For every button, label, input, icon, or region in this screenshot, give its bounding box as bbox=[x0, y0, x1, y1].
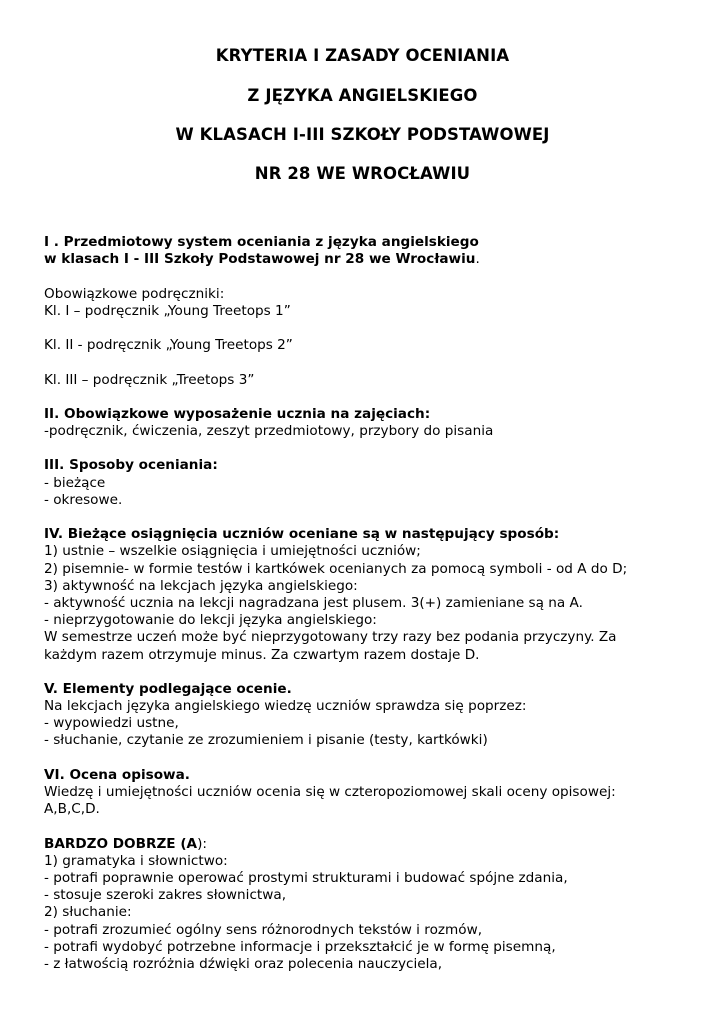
grade-a-line: 1) gramatyka i słownictwo: bbox=[44, 852, 228, 869]
section-1-heading-line-2 bbox=[44, 251, 694, 268]
section-6-line: Wiedzę i umiejętności uczniów ocenia się w czteropoziomowej skali oceny opisowej: bbox=[44, 784, 616, 800]
grade-a-line: - potrafi zrozumieć ogólny sens różnorodnych tekstów i rozmów, bbox=[44, 921, 483, 938]
section-4-line: 1) ustnie – wszelkie osiągnięcia i umiejętności uczniów; bbox=[44, 543, 421, 560]
list-item: - bieżące bbox=[44, 474, 106, 491]
section-4-line: 3) aktywność na lekcjach języka angielskiego: bbox=[44, 577, 358, 594]
textbook-class-1: Kl. I – podręcznik „Young Treetops 1” bbox=[44, 302, 291, 319]
textbooks-label: Obowiązkowe podręczniki: bbox=[44, 285, 225, 302]
section-4-line: 2) pisemnie- w formie testów i kartkówek ocenianych za pomocą symboli - od A do D; bbox=[44, 560, 628, 577]
grade-a-heading-letter: A bbox=[186, 835, 198, 852]
title-line-2: Z JĘZYKA ANGIELSKIEGO bbox=[247, 86, 478, 105]
section-5-heading: V. Elementy podlegające ocenie. bbox=[44, 680, 292, 697]
grade-a-line: 2) słuchanie: bbox=[44, 904, 132, 921]
title-line-4: NR 28 WE WROCŁAWIU bbox=[254, 164, 471, 183]
section-4-line: W semestrze uczeń może być nieprzygotowany trzy razy bez podania przyczyny. Za bbox=[44, 629, 617, 646]
section-1-heading-text: w klasach I - III Szkoły Podstawowej nr 28 we Wrocławiu bbox=[44, 251, 476, 268]
section-4-line: - aktywność ucznia na lekcji nagradzana jest plusem. 3(+) zamieniane są na A. bbox=[44, 594, 583, 611]
textbook-class-3: Kl. III – podręcznik „Treetops 3” bbox=[44, 371, 255, 388]
section-4-line: każdym razem otrzymuje minus. Za czwartym razem dostaje D. bbox=[44, 646, 480, 663]
title-line-3: W KLASACH I-III SZKOŁY PODSTAWOWEJ bbox=[175, 125, 550, 144]
grade-a-line: - stosuje szeroki zakres słownictwa, bbox=[44, 887, 287, 904]
section-6-line: A,B,C,D. bbox=[44, 801, 100, 818]
list-item: - okresowe. bbox=[44, 491, 123, 508]
section-6-heading: VI. Ocena opisowa. bbox=[44, 766, 190, 783]
section-1-heading-period: . bbox=[475, 251, 480, 268]
section-3-heading: III. Sposoby oceniania: bbox=[44, 457, 218, 474]
grade-a-line: - z łatwością rozróżnia dźwięki oraz polecenia nauczyciela, bbox=[44, 955, 443, 972]
section-4-line: - nieprzygotowanie do lekcji języka angielskiego: bbox=[44, 612, 377, 629]
grade-a-line: - potrafi wydobyć potrzebne informacje i przekształcić je w formę pisemną, bbox=[44, 938, 556, 955]
section-5-line: Na lekcjach języka angielskiego wiedzę uczniów sprawdza się poprzez: bbox=[44, 698, 527, 715]
document-body bbox=[44, 234, 694, 973]
grade-a-line: - potrafi poprawnie operować prostymi strukturami i budować spójne zdania, bbox=[44, 869, 568, 886]
section-5-line: - wypowiedzi ustne, bbox=[44, 715, 179, 732]
grade-a-heading-suffix: ): bbox=[197, 835, 207, 852]
textbook-class-2: Kl. II - podręcznik „Young Treetops 2” bbox=[44, 337, 293, 354]
section-2-heading: II. Obowiązkowe wyposażenie ucznia na zajęciach: bbox=[44, 405, 431, 422]
section-2-text: -podręcznik, ćwiczenia, zeszyt przedmiotowy, przybory do pisania bbox=[44, 423, 494, 440]
section-5-line: - słuchanie, czytanie ze zrozumieniem i pisanie (testy, kartkówki) bbox=[44, 732, 488, 749]
section-4-heading: IV. Bieżące osiągnięcia uczniów oceniane są w następujący sposób: bbox=[44, 526, 560, 543]
section-1-heading: I . Przedmiotowy system oceniania z języka angielskiego bbox=[44, 234, 479, 250]
title-line-1: KRYTERIA I ZASADY OCENIANIA bbox=[215, 46, 510, 65]
grade-a-heading-prefix: BARDZO DOBRZE ( bbox=[44, 835, 187, 852]
grade-a-heading bbox=[44, 836, 694, 853]
